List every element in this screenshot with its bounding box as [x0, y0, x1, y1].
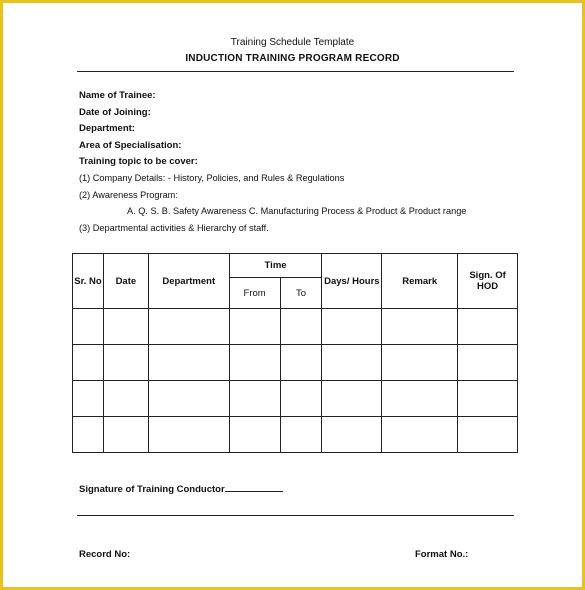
col-header-time: Time	[229, 254, 322, 278]
table-cell[interactable]	[458, 345, 518, 381]
col-header-days-hours: Days/ Hours	[322, 254, 382, 309]
field-area-of-specialisation: Area of Specialisation:	[79, 139, 182, 151]
field-training-topic: Training topic to be cover:	[79, 156, 198, 168]
table-row	[73, 309, 518, 345]
topic-awareness-details: A. Q. S. B. Safety Awareness C. Manufacturing Process & Product & Product range	[127, 206, 467, 217]
table-cell[interactable]	[280, 417, 322, 453]
bottom-divider	[77, 515, 514, 516]
col-header-sign-hod: Sign. Of HOD	[458, 254, 518, 309]
record-number-label: Record No:	[79, 549, 131, 560]
table-cell[interactable]	[229, 381, 280, 417]
col-header-remark: Remark	[382, 254, 458, 309]
table-cell[interactable]	[458, 381, 518, 417]
format-number-label: Format No.:	[415, 549, 469, 560]
signature-line[interactable]	[225, 482, 283, 492]
table-cell[interactable]	[322, 345, 382, 381]
table-cell[interactable]	[280, 345, 322, 381]
table-cell[interactable]	[148, 345, 229, 381]
table-cell[interactable]	[382, 345, 458, 381]
field-name-of-trainee: Name of Trainee:	[79, 90, 156, 101]
col-header-date: Date	[103, 254, 148, 309]
topic-departmental-activities: (3) Departmental activities & Hierarchy of staff.	[79, 222, 269, 233]
signature-label: Signature of Training Conductor	[79, 484, 225, 495]
training-record-table	[72, 253, 518, 453]
table-cell[interactable]	[73, 417, 104, 453]
table-cell[interactable]	[229, 417, 280, 453]
table-cell[interactable]	[229, 345, 280, 381]
document-subtitle: INDUCTION TRAINING PROGRAM RECORD	[185, 53, 400, 64]
trainee-fields	[79, 88, 198, 171]
table-body	[73, 309, 518, 453]
table-cell[interactable]	[229, 309, 280, 345]
table-row	[73, 381, 518, 417]
table-row	[73, 417, 518, 453]
topic-awareness-program: (2) Awareness Program:	[79, 189, 178, 200]
table-cell[interactable]	[382, 309, 458, 345]
table-cell[interactable]	[322, 417, 382, 453]
training-topics	[79, 170, 466, 236]
document-page	[3, 3, 582, 587]
table-cell[interactable]	[382, 381, 458, 417]
signature-field	[79, 482, 283, 495]
table-cell[interactable]	[322, 381, 382, 417]
col-header-from: From	[229, 278, 280, 309]
document-title: Training Schedule Template	[230, 37, 355, 48]
table-cell[interactable]	[280, 381, 322, 417]
table-cell[interactable]	[103, 309, 148, 345]
table-cell[interactable]	[148, 309, 229, 345]
field-date-of-joining: Date of Joining:	[79, 106, 151, 118]
table-cell[interactable]	[73, 381, 104, 417]
field-department: Department:	[79, 123, 135, 135]
topic-company-details: (1) Company Details: - History, Policies, and Rules & Regulations	[79, 173, 345, 183]
table-cell[interactable]	[322, 309, 382, 345]
table-cell[interactable]	[73, 309, 104, 345]
top-divider	[77, 71, 514, 72]
table-cell[interactable]	[458, 417, 518, 453]
col-header-department: Department	[148, 254, 229, 309]
table-cell[interactable]	[280, 309, 322, 345]
table-cell[interactable]	[148, 417, 229, 453]
table-row	[73, 345, 518, 381]
col-header-sr-no: Sr. No	[73, 254, 104, 309]
table-cell[interactable]	[148, 381, 229, 417]
table-cell[interactable]	[73, 345, 104, 381]
table-cell[interactable]	[103, 345, 148, 381]
table-cell[interactable]	[382, 417, 458, 453]
col-header-to: To	[280, 278, 322, 309]
table-cell[interactable]	[458, 309, 518, 345]
table-cell[interactable]	[103, 417, 148, 453]
table-cell[interactable]	[103, 381, 148, 417]
